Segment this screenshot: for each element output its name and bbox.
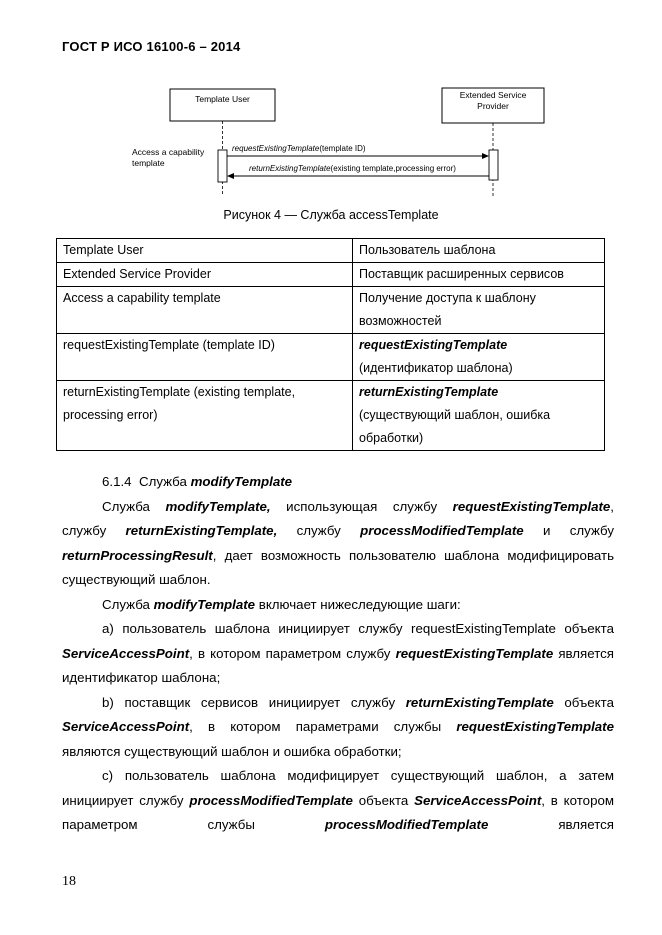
term-ru-bold: requestExistingTemplate bbox=[359, 338, 508, 352]
term-ru-rest: (идентификатор шаблона) bbox=[359, 361, 513, 375]
lifeline-label-template-user: Template User bbox=[195, 94, 250, 104]
note-line-2: template bbox=[132, 158, 165, 168]
term-en: Extended Service Provider bbox=[57, 263, 353, 287]
arrowhead-right bbox=[482, 153, 489, 159]
term-en: Access a capability template bbox=[57, 287, 353, 334]
term-en: Template User bbox=[57, 239, 353, 263]
term-ru: Пользователь шаблона bbox=[353, 239, 605, 263]
body-text bbox=[62, 470, 614, 838]
table-row bbox=[57, 287, 605, 334]
paragraph-steps-intro: Служба modifyTemplate включает нижеследующие шаги: bbox=[102, 596, 461, 612]
term-ru bbox=[353, 381, 605, 451]
arrowhead-left bbox=[227, 173, 234, 179]
message-label-request: requestExistingTemplate(template ID) bbox=[232, 144, 366, 153]
table-row bbox=[57, 263, 605, 287]
table-row bbox=[57, 334, 605, 381]
list-item-step-a: a) пользователь шаблона инициирует службу requestExistingTemplate объекта ServiceAccessPoint, в котором параметром службу requestExistingTemplate является идентификатор шаблона; bbox=[62, 621, 615, 685]
activation-bar-provider bbox=[489, 150, 498, 180]
term-ru: Поставщик расширенных сервисов bbox=[353, 263, 605, 287]
document-header: ГОСТ Р ИСО 16100-6 – 2014 bbox=[62, 39, 241, 54]
sequence-diagram bbox=[0, 0, 662, 210]
activation-bar-user bbox=[218, 150, 227, 182]
list-item-step-c: c) пользователь шаблона модифицирует существующий шаблон, а затем инициирует службу processModifiedTemplate объекта ServiceAccessPoint, в котором параметром службы processModifiedTemplate является bbox=[62, 768, 614, 832]
page-number: 18 bbox=[62, 874, 76, 889]
paragraph-modify-template: Служба modifyTemplate, использующая службу requestExistingTemplate, службу returnExistingTemplate, службу processModifiedTemplate и службу returnProcessingResult, дает возможность пользователю шаблона модифицировать существующий шаблон. bbox=[62, 498, 614, 587]
term-en: requestExistingTemplate (template ID) bbox=[57, 334, 353, 381]
note-line-1: Access a capability bbox=[132, 147, 205, 157]
lifeline-label-provider-1: Extended Service bbox=[459, 90, 527, 100]
term-ru-rest: (существующий шаблон, ошибка обработки) bbox=[359, 408, 551, 445]
figure-caption: Рисунок 4 — Служба accessTemplate bbox=[223, 208, 439, 222]
term-ru: Получение доступа к шаблону возможностей bbox=[353, 287, 605, 334]
table-row bbox=[57, 239, 605, 263]
table-row bbox=[57, 381, 605, 451]
section-heading bbox=[62, 470, 614, 495]
term-ru bbox=[353, 334, 605, 381]
section-title-word: Служба bbox=[138, 474, 187, 489]
section-title-term: modifyTemplate bbox=[190, 474, 293, 489]
terms-table bbox=[56, 238, 605, 451]
message-label-return: returnExistingTemplate(existing template,processing error) bbox=[249, 164, 456, 173]
term-ru-bold: returnExistingTemplate bbox=[359, 385, 499, 399]
term-en: returnExistingTemplate (existing template, processing error) bbox=[57, 381, 353, 451]
lifeline-label-provider-2: Provider bbox=[477, 101, 509, 111]
list-item-step-b: b) поставщик сервисов инициирует службу returnExistingTemplate объекта ServiceAccessPoint, в котором параметрами службы requestExistingTemplate являются существующий шаблон и ошибка обработки; bbox=[62, 694, 614, 759]
section-number: 6.1.4 bbox=[102, 474, 132, 489]
